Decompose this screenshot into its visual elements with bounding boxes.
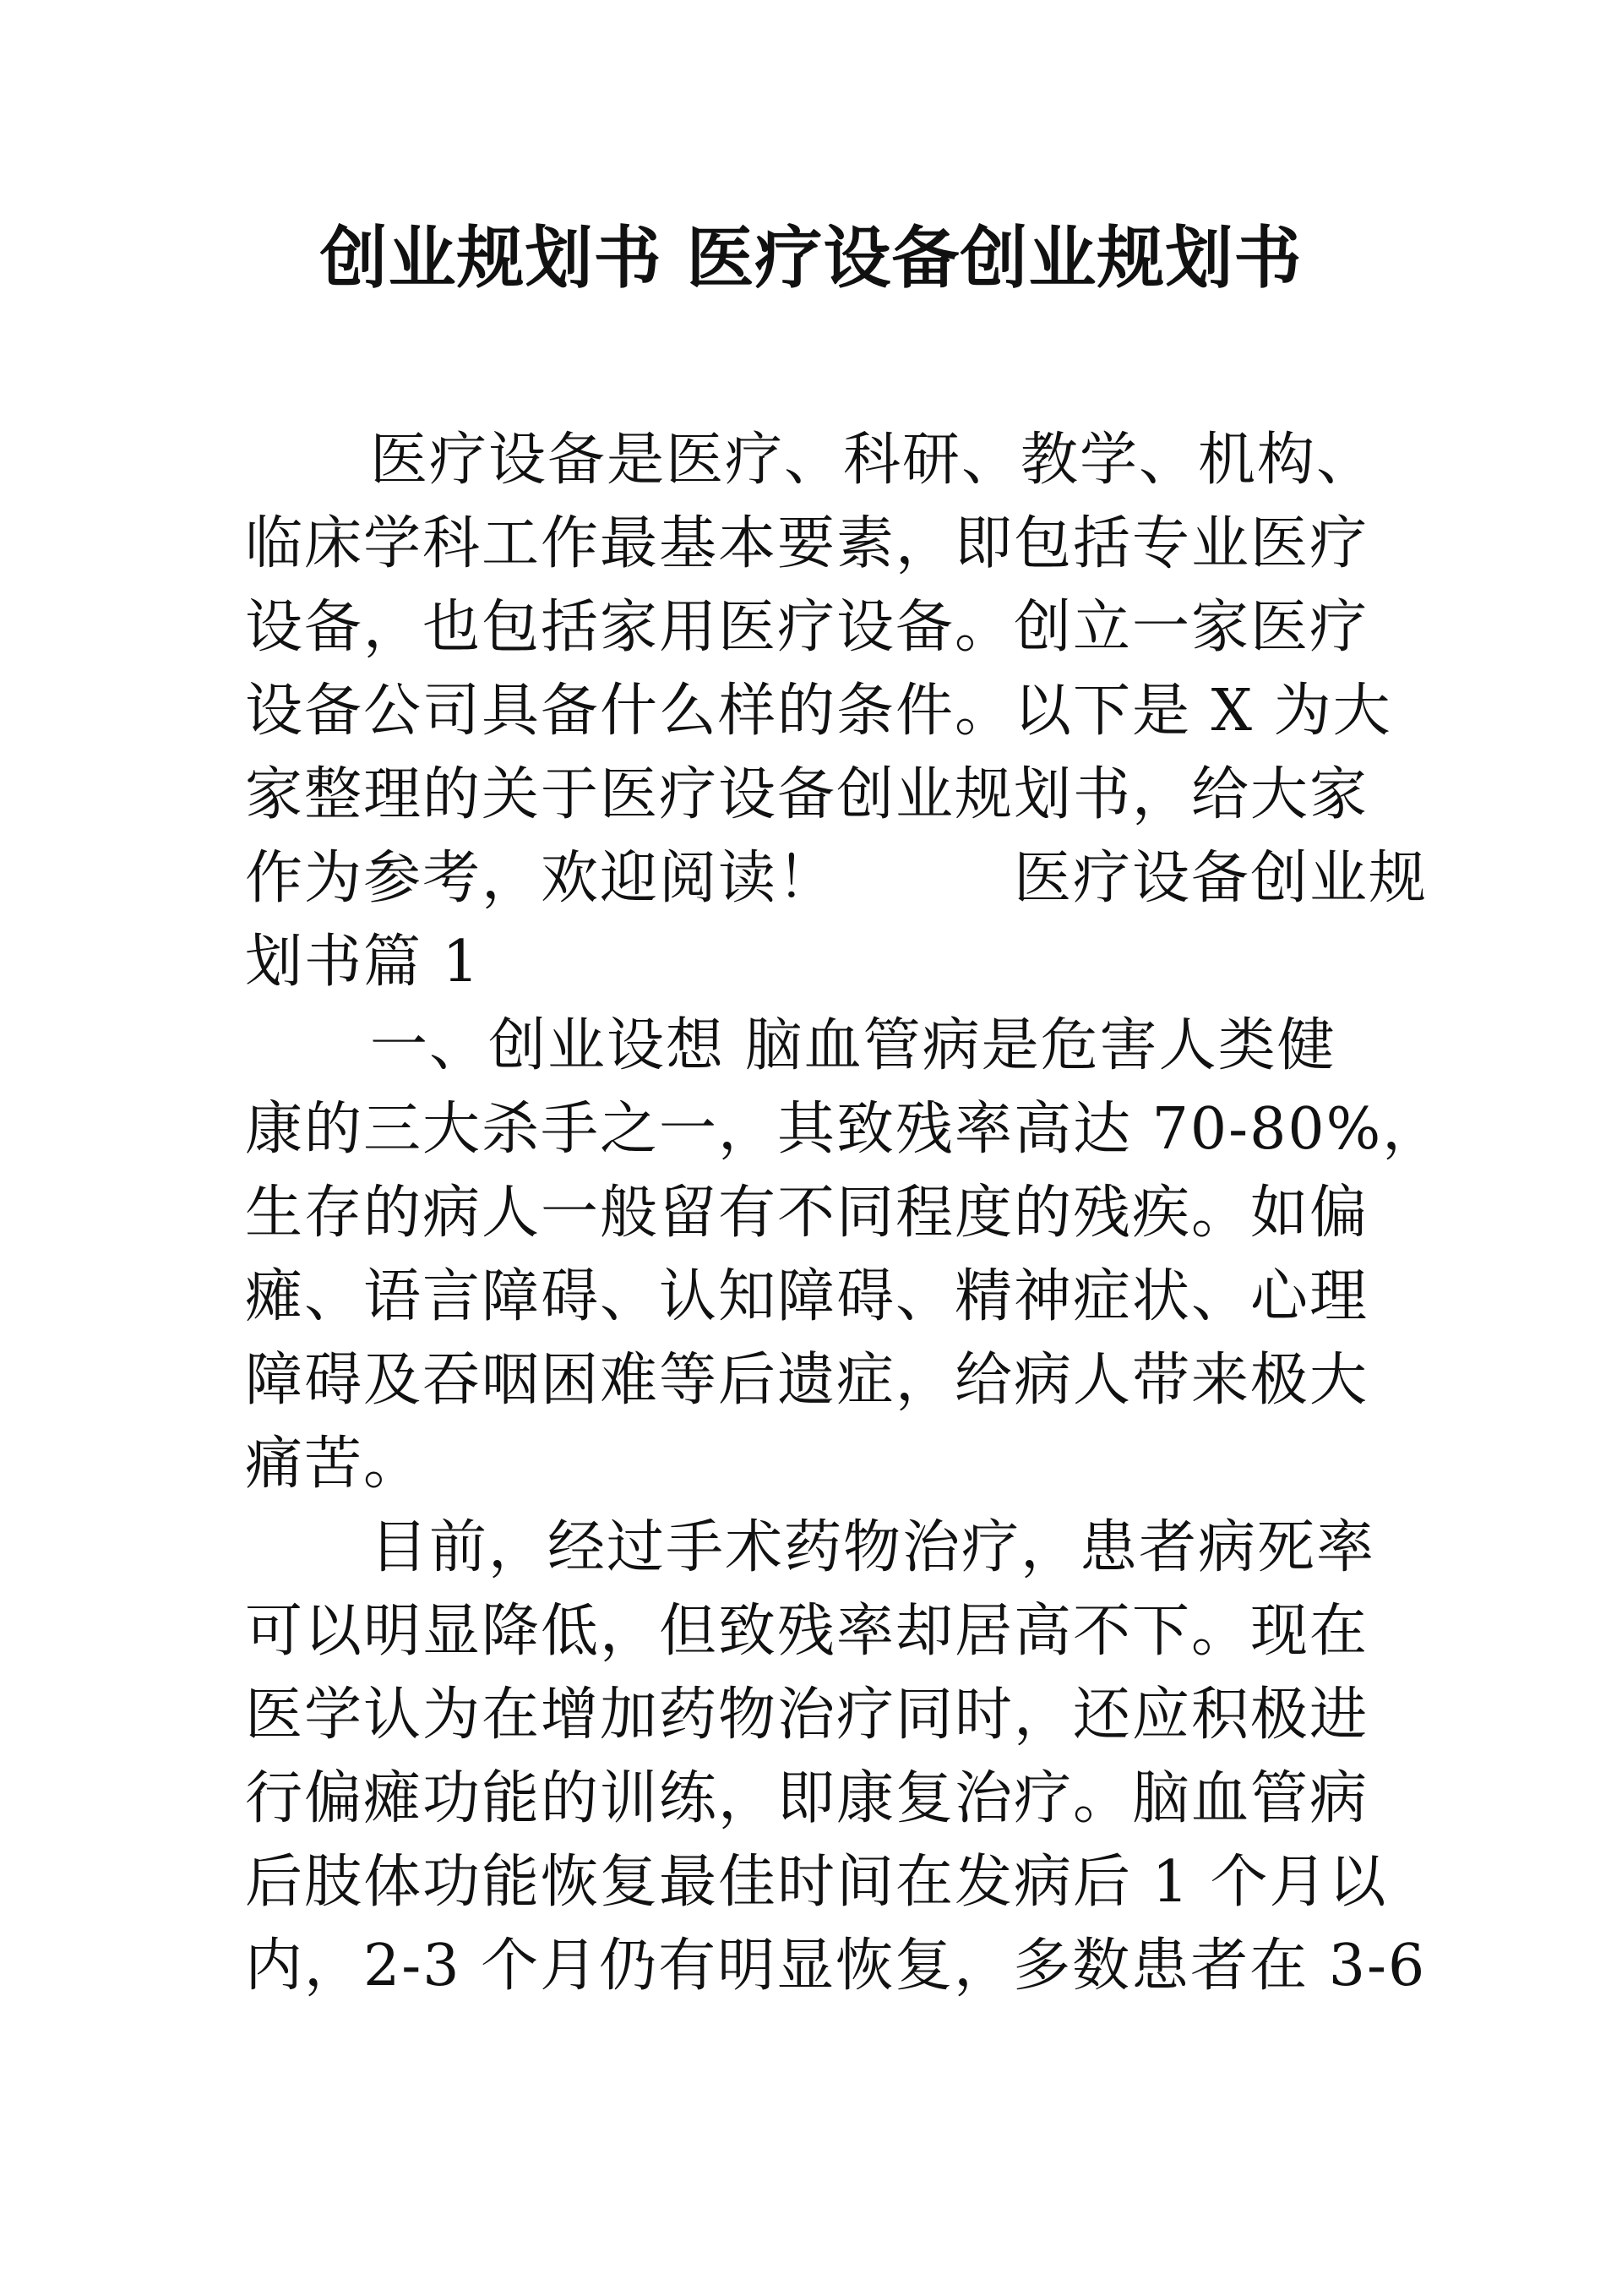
body-text-line: 临床学科工作最基本要素，即包括专业医疗	[245, 510, 1369, 577]
body-text-line: 后肢体功能恢复最佳时间在发病后 1 个月以	[245, 1849, 1388, 1916]
body-text-line: 痛苦。	[245, 1431, 423, 1497]
body-text-line: 生存的病人一般留有不同程度的残疾。如偏	[245, 1180, 1369, 1246]
body-text-line: 设备，也包括家用医疗设备。创立一家医疗	[245, 594, 1369, 661]
document-body	[245, 418, 1442, 2008]
body-text-line: 行偏瘫功能的训练，即康复治疗。脑血管病	[245, 1765, 1369, 1832]
document-title: 创业规划书 医疗设备创业规划书	[319, 218, 1303, 297]
body-text-line: 一、创业设想 脑血管病是危害人类健	[370, 1012, 1336, 1079]
body-text-line: 家整理的关于医疗设备创业规划书，给大家	[245, 761, 1369, 828]
body-text-line: 作为参考，欢迎阅读！ 医疗设备创业规	[245, 845, 1429, 912]
body-text-line: 医疗设备是医疗、科研、教学、机构、	[370, 427, 1376, 494]
body-text-line: 内，2-3 个月仍有明显恢复，多数患者在 3-6	[245, 1933, 1427, 1999]
body-text-line: 康的三大杀手之一，其致残率高达 70-80%，	[245, 1096, 1442, 1163]
body-text-line: 设备公司具备什么样的条件。以下是 X 为大	[245, 678, 1392, 744]
body-text-line: 划书篇 1	[245, 929, 481, 995]
body-text-line: 障碍及吞咽困难等后遗症，给病人带来极大	[245, 1347, 1369, 1414]
body-text-line: 医学认为在增加药物治疗同时，还应积极进	[245, 1682, 1369, 1748]
body-text-line: 目前，经过手术药物治疗，患者病死率	[370, 1514, 1376, 1581]
body-text-line: 瘫、语言障碍、认知障碍、精神症状、心理	[245, 1263, 1369, 1330]
body-text-line: 可以明显降低，但致残率却居高不下。现在	[245, 1598, 1369, 1665]
